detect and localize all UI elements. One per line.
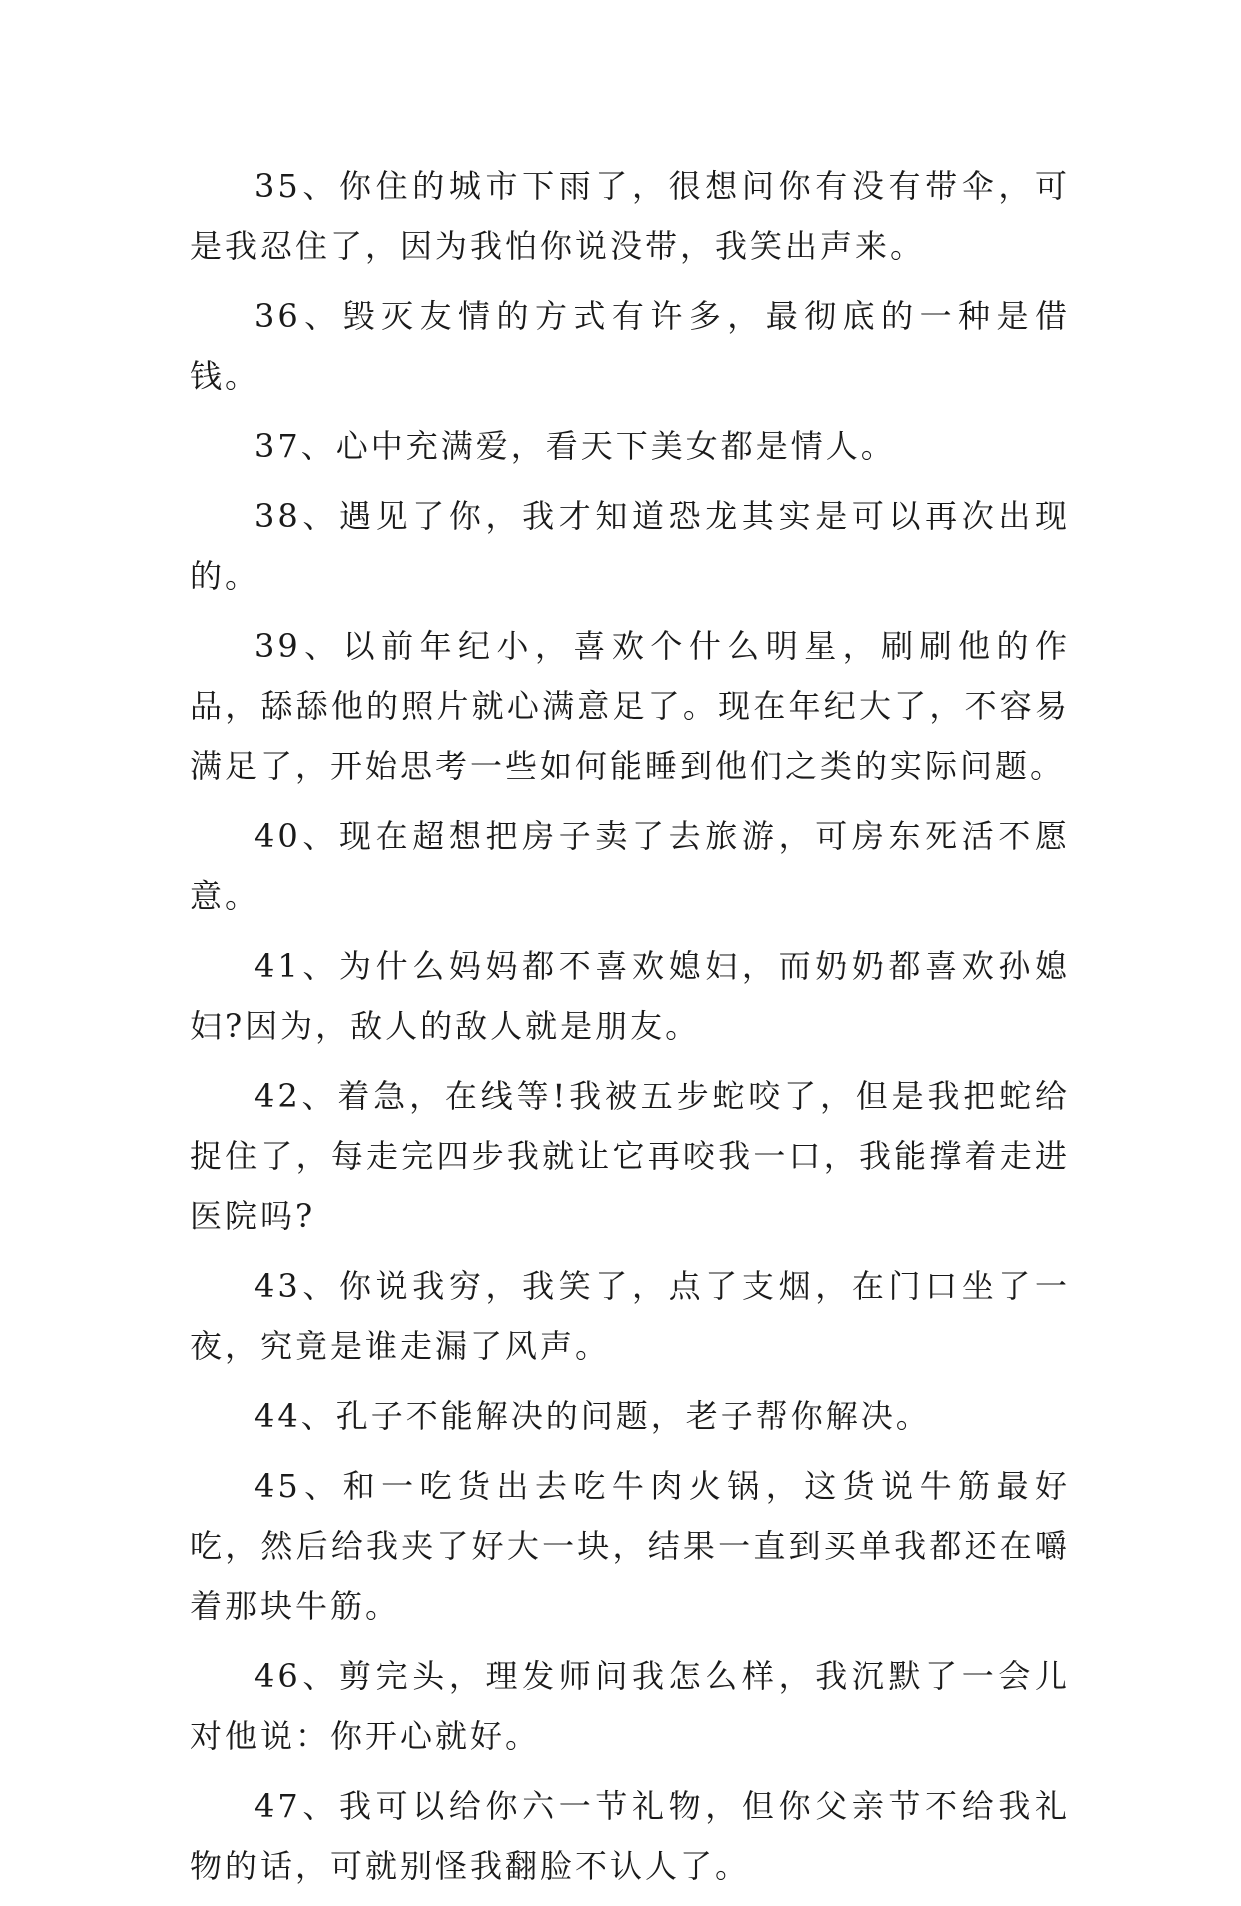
paragraph-43: 43、你说我穷，我笑了，点了支烟，在门口坐了一夜，究竟是谁走漏了风声。 [190, 1267, 1070, 1365]
document-body [190, 156, 1070, 1906]
paragraph-46: 46、剪完头，理发师问我怎么样，我沉默了一会儿对他说：你开心就好。 [190, 1657, 1070, 1755]
paragraph-44: 44、孔子不能解决的问题，老子帮你解决。 [254, 1397, 931, 1435]
paragraph-36: 36、毁灭友情的方式有许多，最彻底的一种是借钱。 [190, 297, 1070, 395]
paragraph-47: 47、我可以给你六一节礼物，但你父亲节不给我礼物的话，可就别怪我翻脸不认人了。 [190, 1787, 1070, 1885]
paragraph-37: 37、心中充满爱，看天下美女都是情人。 [254, 427, 896, 465]
paragraph-40: 40、现在超想把房子卖了去旅游，可房东死活不愿意。 [190, 817, 1070, 915]
paragraph-35: 35、你住的城市下雨了，很想问你有没有带伞，可是我忍住了，因为我怕你说没带，我笑出声来。 [190, 167, 1070, 265]
paragraph-45: 45、和一吃货出去吃牛肉火锅，这货说牛筋最好吃，然后给我夹了好大一块，结果一直到买单我都还在嚼着那块牛筋。 [190, 1467, 1070, 1625]
paragraph-38: 38、遇见了你，我才知道恐龙其实是可以再次出现的。 [190, 497, 1070, 595]
paragraph-42: 42、着急，在线等!我被五步蛇咬了，但是我把蛇给捉住了，每走完四步我就让它再咬我一口，我能撑着走进医院吗? [190, 1077, 1070, 1235]
paragraph-41: 41、为什么妈妈都不喜欢媳妇，而奶奶都喜欢孙媳妇?因为，敌人的敌人就是朋友。 [190, 947, 1070, 1045]
paragraph-39: 39、以前年纪小，喜欢个什么明星，刷刷他的作品，舔舔他的照片就心满意足了。现在年纪大了，不容易满足了，开始思考一些如何能睡到他们之类的实际问题。 [190, 627, 1070, 785]
